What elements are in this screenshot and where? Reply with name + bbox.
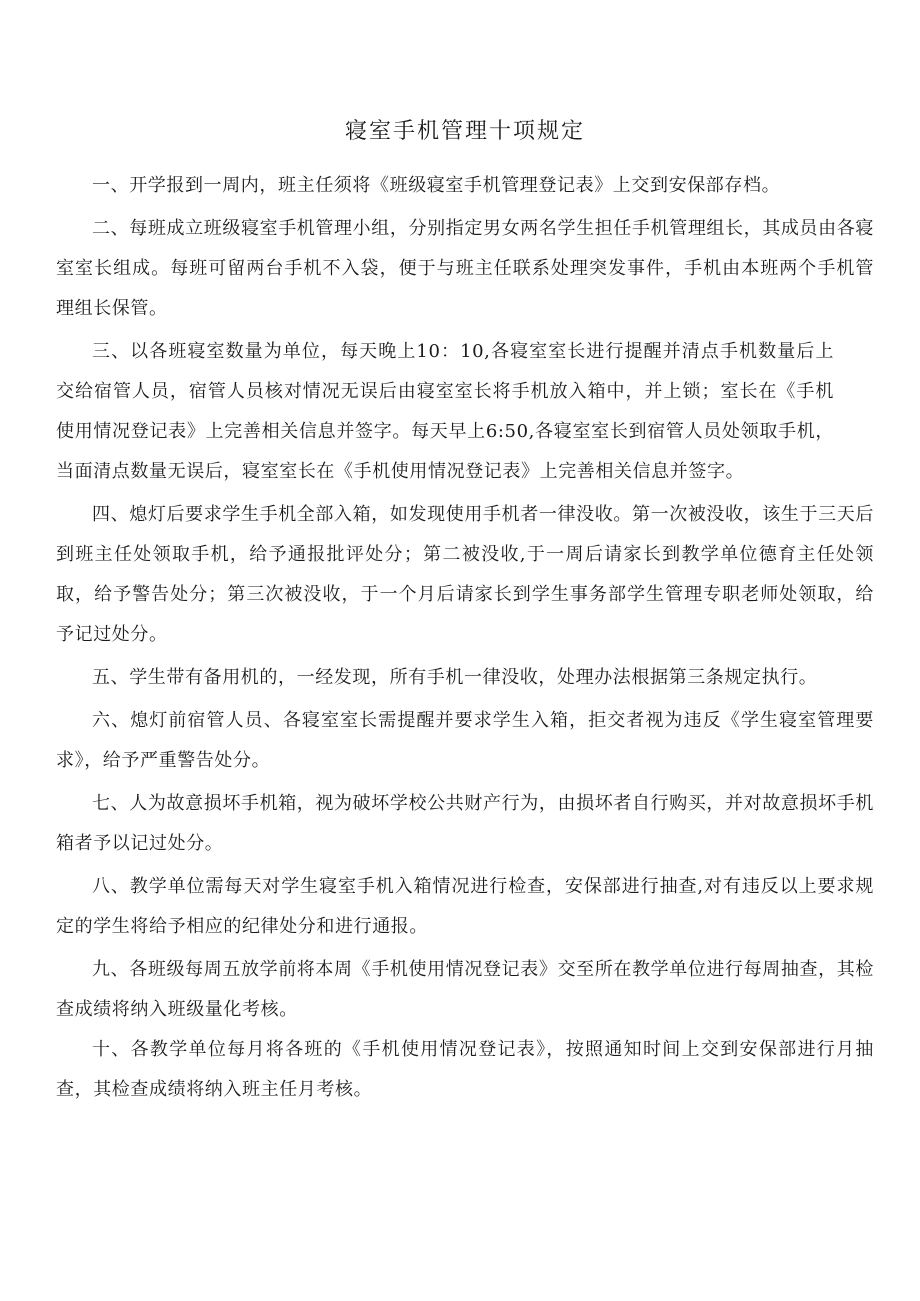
article-5: 五、学生带有备用机的，一经发现，所有手机一律没收，处理办法根据第三条规定执行。 [92, 667, 818, 688]
article-3: 三、以各班寝室数量为单位，每天晚上10：10,各寝室室长进行提醒并清点手机数量后上交给宿管人员，宿管人员核对情况无误后由寝室室长将手机放入箱中，并上锁；室长在《手机使用情况登记表》上完善相关信息并签字。每天早上6:50,各寝室室长到宿管人员处领取手机，当面清点数量无误后，寝室室长在《手机使用情况登记表》上完善相关信息并签字。 [56, 341, 834, 482]
article-10: 十、各教学单位每月将各班的《手机使用情况登记表》，按照通知时间上交到安保部进行月抽查，其检查成绩将纳入班主任月考核。 [56, 1039, 874, 1100]
article-2: 二、每班成立班级寝室手机管理小组，分别指定男女两名学生担任手机管理组长，其成员由各寝室室长组成。每班可留两台手机不入袋，便于与班主任联系处理突发事件，手机由本班两个手机管理组长保管。 [56, 218, 874, 319]
document-title: 寝室手机管理十项规定 [344, 119, 585, 144]
article-1: 一、开学报到一周内，班主任须将《班级寝室手机管理登记表》上交到安保部存档。 [92, 175, 781, 196]
article-7: 七、人为故意损坏手机箱，视为破坏学校公共财产行为，由损坏者自行购买，并对故意损坏手机箱者予以记过处分。 [56, 793, 874, 854]
article-4: 四、熄灯后要求学生手机全部入箱，如发现使用手机者一律没收。第一次被没收，该生于三天后到班主任处领取手机，给予通报批评处分；第二被没收,于一周后请家长到教学单位德育主任处领取，给予警告处分；第三次被没收，于一个月后请家长到学生事务部学生管理专职老师处领取，给予记过处分。 [56, 504, 874, 645]
article-9: 九、各班级每周五放学前将本周《手机使用情况登记表》交至所在教学单位进行每周抽查，其检查成绩将纳入班级量化考核。 [56, 959, 874, 1020]
article-8: 八、教学单位需每天对学生寝室手机入箱情况进行检查，安保部进行抽查,对有违反以上要求规定的学生将给予相应的纪律处分和进行通报。 [56, 876, 874, 937]
article-6: 六、熄灯前宿管人员、各寝室室长需提醒并要求学生入箱，拒交者视为违反《学生寝室管理要求》，给予严重警告处分。 [56, 710, 874, 771]
